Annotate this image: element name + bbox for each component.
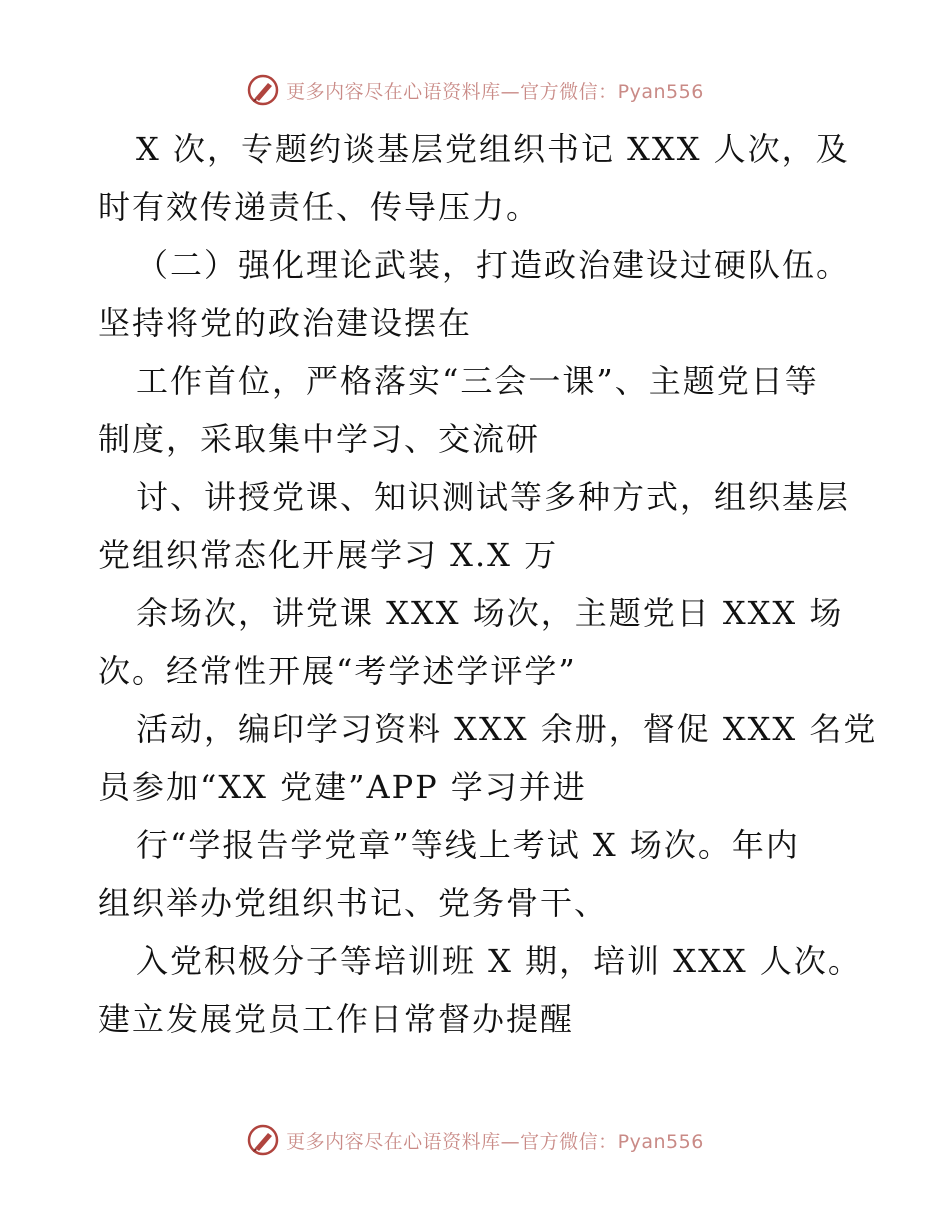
watermark-text: 更多内容尽在心语资料库—官方微信：Pyan556 [286,1130,704,1153]
document-body [98,120,878,1048]
text-line: 制度，采取集中学习、交流研 [98,420,541,458]
text-line: 建立发展党员工作日常督办提醒 [98,1000,575,1038]
text-line: 党组织常态化开展学习 X.X 万 [98,536,559,574]
watermark-text: 更多内容尽在心语资料库—官方微信：Pyan556 [286,80,704,103]
text-line: 组织举办党组织书记、党务骨干、 [98,884,609,922]
text-line: 讨、讲授党课、知识测试等多种方式，组织基层 [136,478,851,516]
text-line: 余场次，讲党课 XXX 场次，主题党日 XXX 场 [136,594,844,632]
footer-watermark [0,1120,950,1160]
text-line: 员参加“XX 党建”APP 学习并进 [98,768,587,806]
text-line: 活动，编印学习资料 XXX 余册，督促 XXX 名党 [136,710,878,748]
text-line: 工作首位，严格落实“三会一课”、主题党日等 [136,362,819,400]
text-line: 行“学报告学党章”等线上考试 X 场次。年内 [136,826,800,864]
text-line: 坚持将党的政治建设摆在 [98,304,473,342]
text-line: 入党积极分子等培训班 X 期，培训 XXX 人次。 [136,942,862,980]
pen-seal-icon [246,73,280,107]
section-heading: （二）强化理论武装，打造政治建设过硬队伍。 [136,246,851,284]
text-line: 时有效传递责任、传导压力。 [98,188,541,226]
pen-seal-icon [246,1123,280,1157]
text-line: 次。经常性开展“考学述学评学” [98,652,577,690]
text-line: X 次，专题约谈基层党组织书记 XXX 人次，及 [136,130,850,168]
header-watermark [0,70,950,110]
